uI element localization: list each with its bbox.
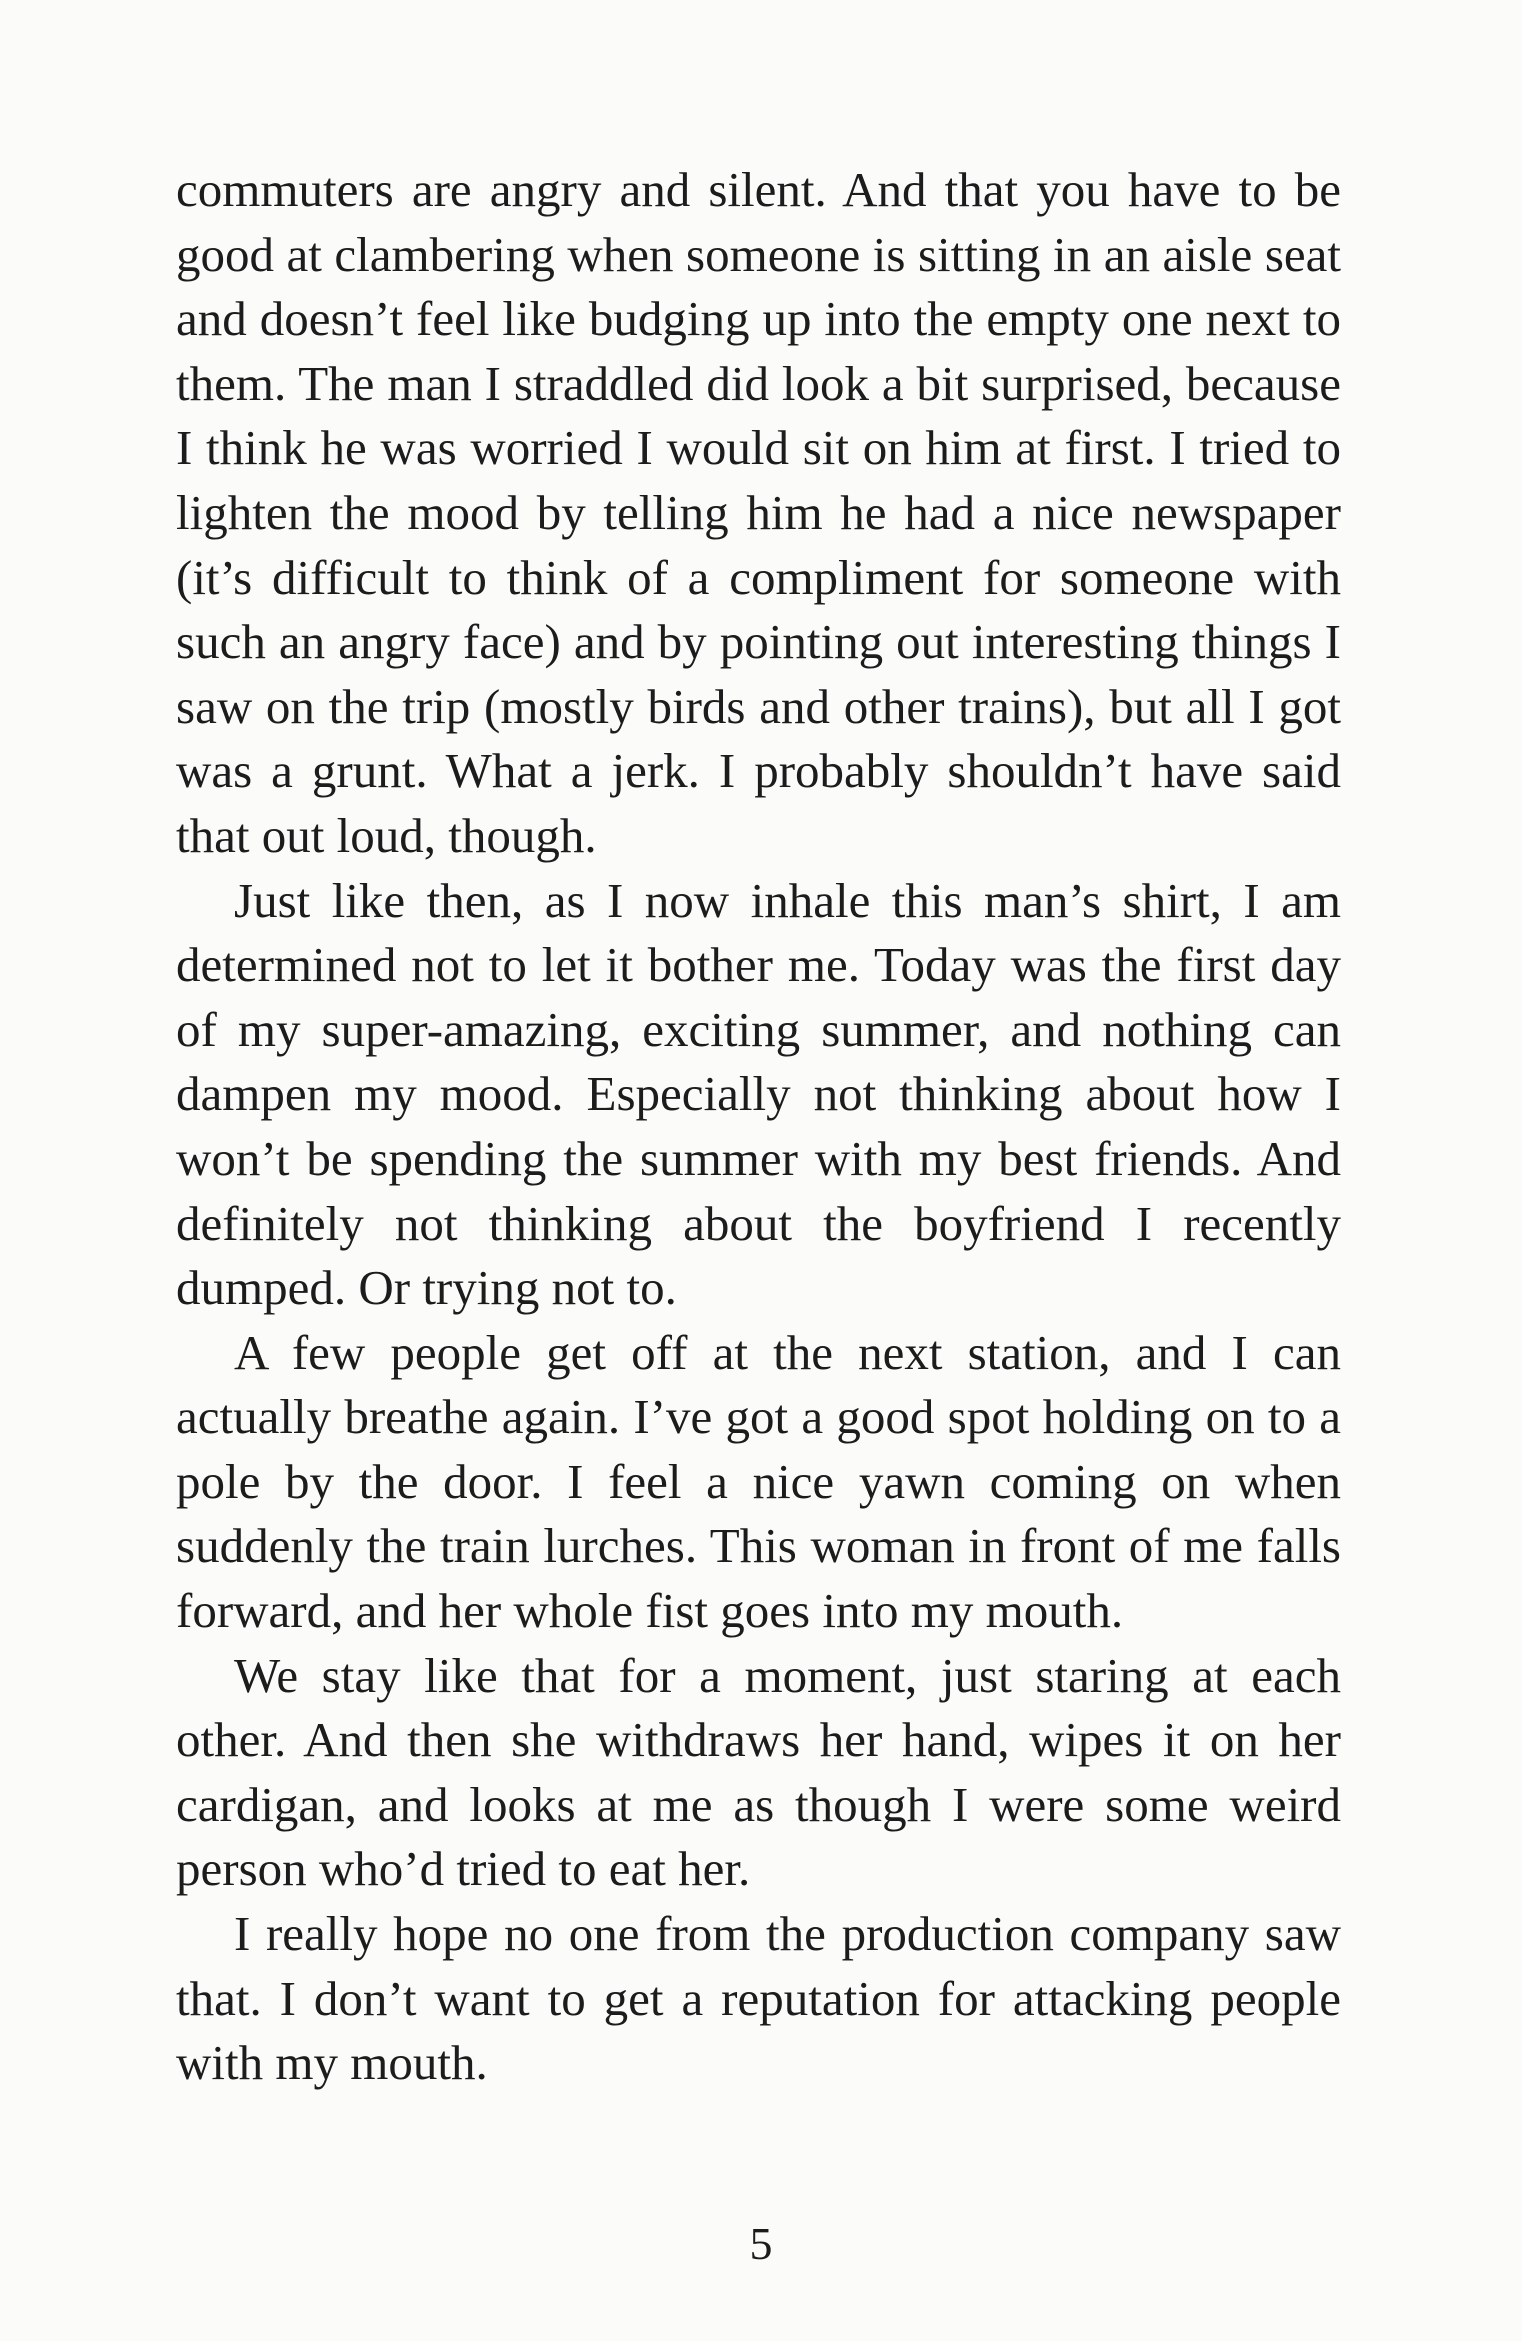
paragraph-5: I really hope no one from the production company saw that. I don’t want to get a reputation for attacking people with my mouth. bbox=[176, 1906, 1341, 2091]
paragraph-4: We stay like that for a moment, just staring at each other. And then she withdraws her hand, wipes it on her cardigan, and looks at me as though I were some weird person who’d tried to eat her. bbox=[176, 1647, 1341, 1897]
body-text bbox=[176, 158, 1341, 2096]
paragraph-2: Just like then, as I now inhale this man’s shirt, I am determined not to let it bother me. Today was the first day of my super-amazing, exciting summer, and nothing can dampen my mood. Especially not thinking about how I won’t be spending the summer with my best friends. And definitely not thinking about the boyfriend I recently dumped. Or trying not to. bbox=[176, 872, 1341, 1316]
paragraph-1: commuters are angry and silent. And that you have to be good at clambering when someone is sitting in an aisle seat and doesn’t feel like budging up into the empty one next to them. The man I straddled did look a bit surprised, because I think he was worried I would sit on him at first. I tried to lighten the mood by telling him he had a nice newspaper (it’s difficult to think of a compliment for someone with such an angry face) and by pointing out interesting things I saw on the trip (mostly birds and other trains), but all I got was a grunt. What a jerk. I probably shouldn’t have said that out loud, though. bbox=[176, 162, 1341, 863]
page-number: 5 bbox=[749, 2218, 773, 2269]
paragraph-3: A few people get off at the next station, and I can actually breathe again. I’ve got a good spot holding on to a pole by the door. I feel a nice yawn coming on when suddenly the train lurches. This woman in front of me falls forward, and her whole fist goes into my mouth. bbox=[176, 1324, 1341, 1639]
